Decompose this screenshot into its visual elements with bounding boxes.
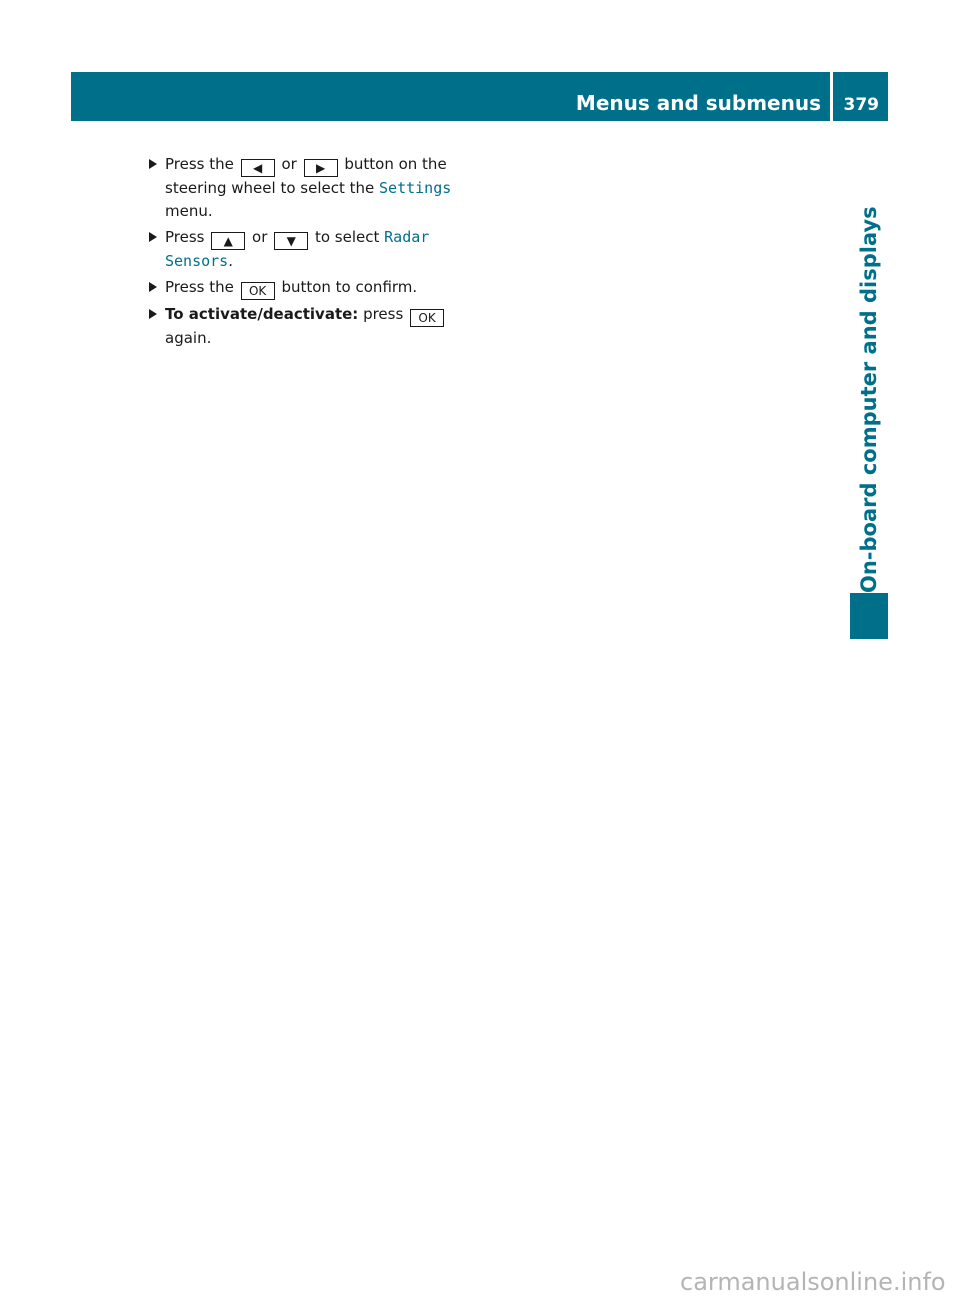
instruction-list [148,153,468,353]
instruction-step [148,153,468,223]
chapter-tab-label: On-board computer and displays [857,206,881,593]
up-arrow-key-icon: ▲ [211,232,245,250]
menu-name: Settings [379,179,452,197]
step-text: Press the [165,155,234,173]
ok-key-icon: OK [410,309,444,327]
step-text: button to confirm. [281,278,418,296]
page-number: 379 [843,95,879,115]
step-lead: To activate/deactivate: [165,305,359,323]
section-title: Menus and submenus [575,91,821,115]
step-text: . [228,252,233,270]
chapter-tab-marker [850,593,888,639]
right-arrow-key-icon: ▶ [304,159,338,177]
page-header [71,72,888,121]
menu-item-name: Radar Sensors [165,228,430,270]
step-text: or [252,228,268,246]
left-arrow-key-icon: ◀ [241,159,275,177]
step-text: Press the [165,278,234,296]
step-text: again. [165,329,212,347]
step-text: to select [314,228,380,246]
watermark: carmanualsonline.info [680,1268,946,1296]
step-text: or [281,155,297,173]
step-text: press [363,305,404,323]
instruction-step [148,276,468,300]
instruction-step [148,303,468,350]
down-arrow-key-icon: ▼ [274,232,308,250]
step-text: button on the steering wheel to select the [165,155,447,197]
step-text: menu. [165,202,213,220]
chapter-tab [850,121,888,593]
instruction-step [148,226,468,273]
ok-key-icon: OK [241,282,275,300]
step-text: Press [165,228,205,246]
header-divider [830,72,833,121]
